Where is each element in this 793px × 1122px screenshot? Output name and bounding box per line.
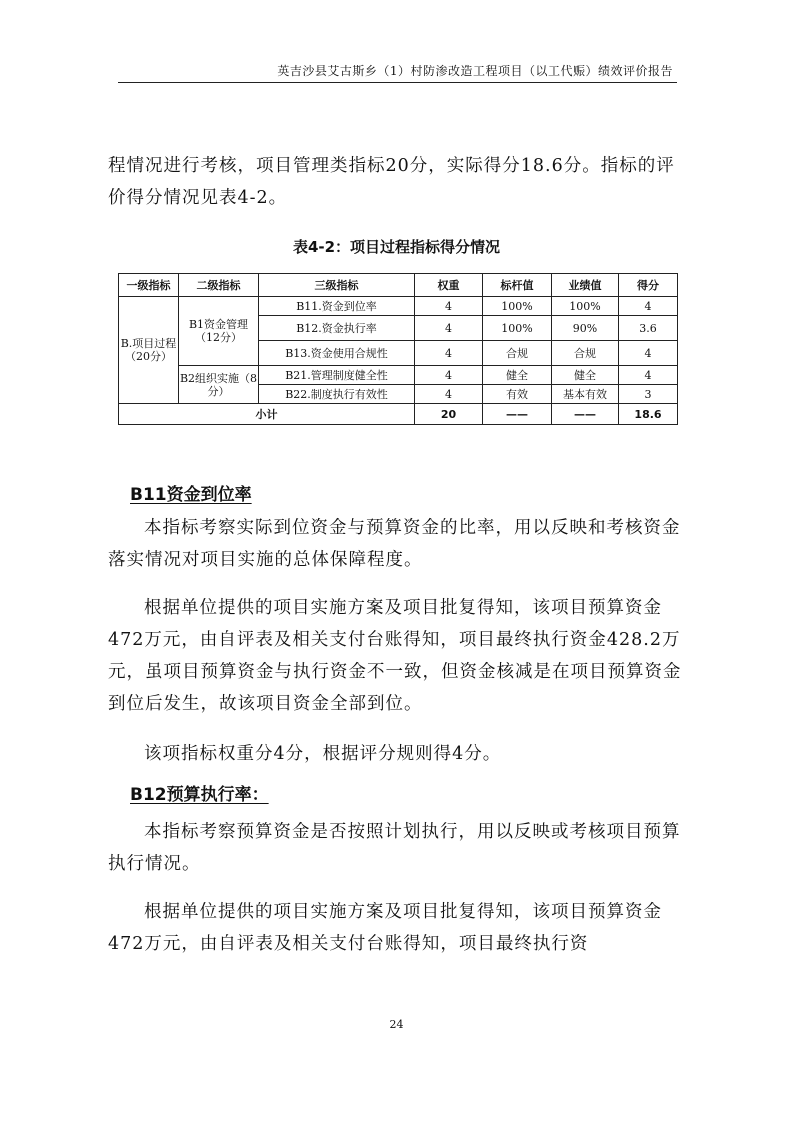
table-caption: 表4-2：项目过程指标得分情况 — [292, 238, 501, 256]
weight-cell: 4 — [415, 385, 483, 404]
score-cell: 3.6 — [619, 316, 678, 341]
table-total-row — [119, 404, 678, 425]
actual-cell: 健全 — [552, 366, 619, 385]
b12-paragraph-2: 根据单位提供的项目实施方案及项目批复得知，该项目预算资金472万元，由自评表及相关支付台账得知，项目最终执行资 — [108, 902, 662, 954]
level3-cell: B11.资金到位率 — [259, 297, 415, 316]
header-benchmark: 标杆值 — [483, 274, 552, 297]
level2-cell: B1资金管理（12分） — [179, 297, 259, 366]
header-score: 得分 — [619, 274, 678, 297]
weight-cell: 4 — [415, 316, 483, 341]
benchmark-cell: 100% — [483, 297, 552, 316]
benchmark-cell: 健全 — [483, 366, 552, 385]
intro-paragraph: 程情况进行考核，项目管理类指标20分，实际得分18.6分。指标的评价得分情况见表4-2。 — [108, 156, 675, 208]
header-actual: 业绩值 — [552, 274, 619, 297]
total-benchmark: —— — [483, 404, 552, 425]
table-row — [119, 297, 678, 316]
benchmark-cell: 100% — [483, 316, 552, 341]
b12-paragraph-1: 本指标考察预算资金是否按照计划执行，用以反映或考核项目预算执行情况。 — [108, 822, 681, 874]
table-row — [119, 366, 678, 385]
level3-cell: B21.管理制度健全性 — [259, 366, 415, 385]
actual-cell: 合规 — [552, 341, 619, 366]
level2-cell: B2组织实施（8分） — [179, 366, 259, 404]
b11-paragraph-1: 本指标考察实际到位资金与预算资金的比率，用以反映和考核资金落实情况对项目实施的总体保障程度。 — [108, 518, 681, 570]
score-cell: 4 — [619, 366, 678, 385]
total-score: 18.6 — [619, 404, 678, 425]
total-label: 小计 — [119, 404, 415, 425]
header-level3: 三级指标 — [259, 274, 415, 297]
level3-cell: B22.制度执行有效性 — [259, 385, 415, 404]
header-weight: 权重 — [415, 274, 483, 297]
benchmark-cell: 有效 — [483, 385, 552, 404]
actual-cell: 100% — [552, 297, 619, 316]
b11-paragraph-3: 该项指标权重分4分，根据评分规则得4分。 — [144, 744, 502, 764]
total-weight: 20 — [415, 404, 483, 425]
score-table — [118, 273, 678, 425]
weight-cell: 4 — [415, 341, 483, 366]
actual-cell: 基本有效 — [552, 385, 619, 404]
section-heading-b12: B12预算执行率： — [130, 785, 269, 805]
level3-cell: B13.资金使用合规性 — [259, 341, 415, 366]
benchmark-cell: 合规 — [483, 341, 552, 366]
weight-cell: 4 — [415, 297, 483, 316]
level3-cell: B12.资金执行率 — [259, 316, 415, 341]
b11-paragraph-2: 根据单位提供的项目实施方案及项目批复得知，该项目预算资金472万元，由自评表及相关支付台账得知，项目最终执行资金428.2万元，虽项目预算资金与执行资金不一致，但资金核减是在项目预算资金到位后发生，故该项目资金全部到位。 — [108, 598, 682, 714]
header-rule — [118, 82, 677, 83]
page-header: 英吉沙县艾古斯乡（1）村防渗改造工程项目（以工代赈）绩效评价报告 — [277, 64, 673, 78]
score-cell: 3 — [619, 385, 678, 404]
page-number: 24 — [389, 1018, 404, 1031]
level1-cell: B.项目过程（20分） — [119, 297, 179, 404]
section-heading-b11: B11资金到位率 — [130, 485, 252, 505]
table-header-row — [119, 274, 678, 297]
total-actual: —— — [552, 404, 619, 425]
actual-cell: 90% — [552, 316, 619, 341]
score-cell: 4 — [619, 341, 678, 366]
header-level2: 二级指标 — [179, 274, 259, 297]
header-level1: 一级指标 — [119, 274, 179, 297]
score-cell: 4 — [619, 297, 678, 316]
weight-cell: 4 — [415, 366, 483, 385]
